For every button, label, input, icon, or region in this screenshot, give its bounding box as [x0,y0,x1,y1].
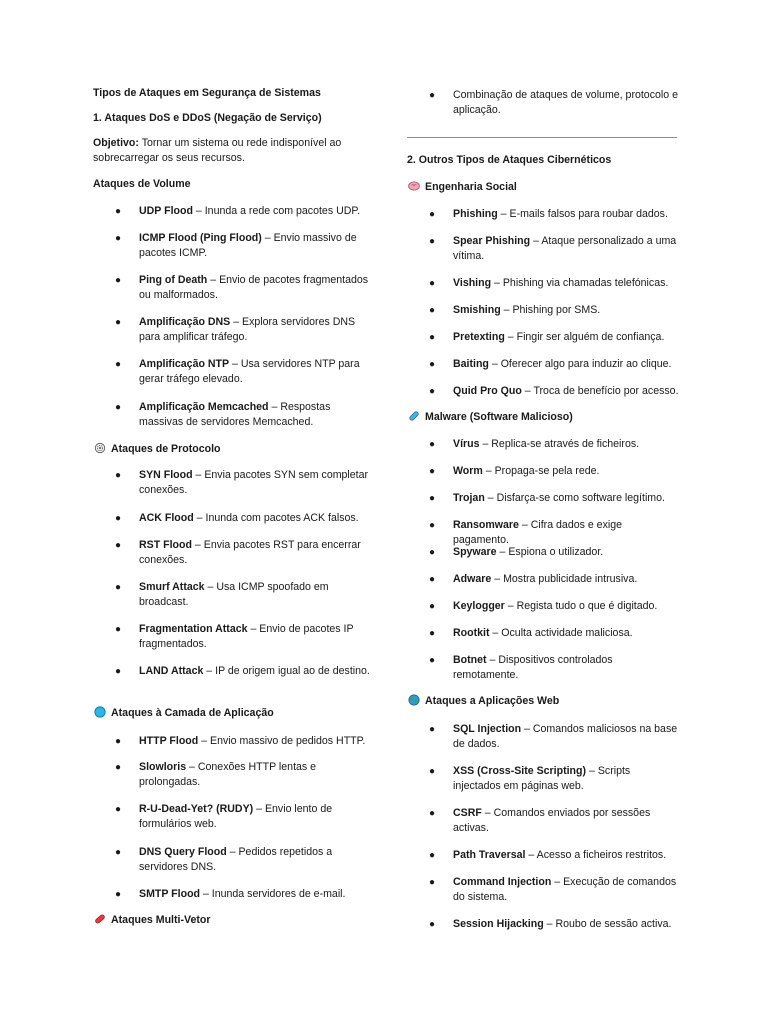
item-dash: – [504,331,517,343]
bullet: ● [115,513,122,524]
item-term: Phishing [453,208,498,220]
item-dash: – [482,465,495,477]
item-dash: – [203,665,216,677]
item-description: E-mails falsos para roubar dados. [509,208,668,220]
item-dash: – [230,316,243,328]
list-item-text [453,330,679,345]
list-item-text [139,887,373,902]
item-description: Envio massivo de pacotes ICMP. [139,232,357,259]
list-item-text [139,273,373,303]
social-heading-text: Engenharia Social [425,181,517,193]
item-term: ACK Flood [139,512,194,524]
item-term: Quid Pro Quo [453,385,522,397]
item-term: Path Traversal [453,849,526,861]
item-description: Oculta actividade maliciosa. [501,627,633,639]
item-dash: – [521,385,534,397]
item-term: Command Injection [453,876,552,888]
item-term: XSS (Cross-Site Scripting) [453,765,587,777]
bullet: ● [429,520,436,531]
item-description: Execução de comandos do sistema. [453,876,677,903]
item-dash: – [191,539,204,551]
item-dash: – [268,401,281,413]
bullet: ● [429,850,436,861]
item-dash: – [500,304,513,316]
volume-heading: Ataques de Volume [93,178,191,190]
item-term: Vishing [453,277,492,289]
list-item-text [453,806,679,836]
item-description: Inunda servidores de e-mail. [211,888,346,900]
list-item-text [139,845,373,875]
webapp-heading-text: Ataques a Aplicações Web [425,695,560,707]
item-dash: – [504,600,517,612]
item-dash: – [261,232,274,244]
list-item-text [453,653,679,683]
application-heading [93,706,274,721]
list-item-text [453,464,679,479]
item-description: Envia pacotes RST para encerrar conexões. [139,539,361,566]
bullet: ● [429,655,436,666]
item-dash: – [226,846,239,858]
brain-icon [407,180,421,192]
item-term: Botnet [453,654,487,666]
objective-paragraph [93,136,365,166]
bullet: ● [115,624,122,635]
item-description: Envio de pacotes IP fragmentados. [139,623,354,650]
earth-icon [407,694,421,706]
item-dash: – [518,519,531,531]
bullet: ● [429,919,436,930]
protocol-heading [93,442,220,457]
item-dash: – [543,918,556,930]
item-dash: – [192,205,205,217]
item-dash: – [481,807,494,819]
list-item-text [139,538,373,568]
bullet: ● [115,847,122,858]
item-term: SYN Flood [139,469,193,481]
item-dash: – [491,277,503,289]
protocol-heading-text: Ataques de Protocolo [111,443,221,455]
list-item-text [453,234,679,264]
item-term: DNS Query Flood [139,846,227,858]
bullet: ● [115,889,122,900]
bullet: ● [429,236,436,247]
item-dash: – [479,438,492,450]
item-dash: – [530,235,542,247]
item-dash: – [198,735,211,747]
item-description: Ataque personalizado a uma vítima. [453,235,677,262]
item-term: Baiting [453,358,489,370]
item-term: Ping of Death [139,274,208,286]
item-dash: – [586,765,598,777]
bullet: ● [429,439,436,450]
item-description: Disfarça-se como software legítimo. [496,492,665,504]
item-dash: – [207,274,220,286]
item-term: Spear Phishing [453,235,531,247]
item-description: Envio de pacotes fragmentados ou malformados. [139,274,369,301]
list-item-text [453,917,679,932]
list-item-text [139,511,373,526]
item-description: Envia pacotes SYN sem completar conexões. [139,469,369,496]
item-term: Smishing [453,304,501,316]
item-dash: – [247,623,260,635]
item-term: HTTP Flood [139,735,199,747]
item-term: Amplificação Memcached [139,401,269,413]
item-description: Propaga-se pela rede. [494,465,600,477]
gear-icon [93,442,107,454]
item-description: Mostra publicidade intrusiva. [503,573,638,585]
list-item-text [139,204,373,219]
bullet: ● [429,305,436,316]
bullet: ● [429,877,436,888]
item-dash: – [253,803,265,815]
item-description: Inunda a rede com pacotes UDP. [204,205,361,217]
item-description: Conexões HTTP lentas e prolongadas. [139,761,317,788]
list-item-text [453,303,679,318]
item-term: Pretexting [453,331,505,343]
bullet: ● [429,724,436,735]
list-item-text [139,802,373,832]
item-description: Replica-se através de ficheiros. [491,438,640,450]
item-description: Pedidos repetidos a servidores DNS. [139,846,333,873]
bullet: ● [429,90,436,101]
bullet: ● [429,574,436,585]
section-divider [407,137,677,138]
social-heading [407,180,517,195]
item-description: Troca de benefício por acesso. [533,385,679,397]
bullet: ● [115,762,122,773]
item-term: SMTP Flood [139,888,201,900]
item-term: Vírus [453,438,480,450]
list-item-text [453,518,679,548]
item-term: Rootkit [453,627,490,639]
section-2-title: 2. Outros Tipos de Ataques Cibernéticos [407,154,612,166]
list-item-text [453,545,679,560]
item-dash: – [551,876,564,888]
list-item-text [139,315,373,345]
item-description: Respostas massivas de servidores Memcached. [139,401,331,428]
item-term: Smurf Attack [139,581,205,593]
item-dash: – [488,358,501,370]
objective-text: Tornar um sistema ou rede indisponível ao sobrecarregar os seus recursos. [93,137,342,164]
bullet: ● [429,332,436,343]
list-item-text [139,400,373,430]
bullet: ● [429,209,436,220]
item-term: LAND Attack [139,665,204,677]
item-description: Comandos enviados por sessões activas. [453,807,651,834]
item-description: Dispositivos controlados remotamente. [453,654,613,681]
globe-icon [93,706,107,718]
bullet: ● [429,278,436,289]
bullet: ● [115,736,122,747]
item-description: Roubo de sessão activa. [555,918,672,930]
item-dash: – [204,581,217,593]
item-term: SQL Injection [453,723,522,735]
bullet: ● [429,547,436,558]
bullet: ● [429,493,436,504]
item-term: RST Flood [139,539,192,551]
item-dash: – [186,761,198,773]
item-description: Oferecer algo para induzir ao clique. [500,358,672,370]
list-item-text [139,622,373,652]
item-dash: – [229,358,241,370]
item-term: Worm [453,465,483,477]
item-dash: – [192,469,205,481]
pill-icon [93,913,107,925]
item-dash: – [491,573,504,585]
list-item-text [139,468,373,498]
item-dash: – [521,723,533,735]
item-description: Phishing via chamadas telefónicas. [502,277,669,289]
item-dash: – [486,654,499,666]
list-item-text [453,848,679,863]
bullet: ● [115,540,122,551]
item-dash: – [489,627,502,639]
capsule-icon [407,410,421,422]
bullet: ● [115,402,122,413]
list-item-text [453,572,679,587]
item-dash: – [496,546,509,558]
list-item-text [453,599,679,614]
item-term: R-U-Dead-Yet? (RUDY) [139,803,254,815]
item-term: Keylogger [453,600,505,612]
list-item-text [139,580,373,610]
bullet: ● [115,233,122,244]
bullet: ● [429,466,436,477]
item-term: Adware [453,573,492,585]
webapp-heading [407,694,559,709]
bullet: ● [115,582,122,593]
item-term: UDP Flood [139,205,193,217]
bullet: ● [429,628,436,639]
multivector-heading [93,913,210,928]
item-description: Usa ICMP spoofado em broadcast. [139,581,329,608]
item-dash: – [193,512,206,524]
item-term: Spyware [453,546,497,558]
item-description: Usa servidores NTP para gerar tráfego elevado. [139,358,360,385]
item-term: Session Hijacking [453,918,544,930]
item-description: Envio lento de formulários web. [139,803,333,830]
item-description: Cifra dados e exige pagamento. [453,519,623,546]
item-description: Scripts injectados em páginas web. [453,765,631,792]
item-term: ICMP Flood (Ping Flood) [139,232,262,244]
list-item-text [139,760,373,790]
bullet: ● [115,666,122,677]
bullet: ● [429,601,436,612]
item-description: Inunda com pacotes ACK falsos. [205,512,359,524]
bullet: ● [429,386,436,397]
bullet: ● [429,808,436,819]
list-item-text [453,626,679,641]
list-item-text: Combinação de ataques de volume, protocolo e aplicação. [453,89,678,116]
item-term: Amplificação DNS [139,316,231,328]
item-term: CSRF [453,807,482,819]
section-1-title: 1. Ataques DoS e DDoS (Negação de Serviço) [93,112,322,124]
item-dash: – [200,888,212,900]
list-item-text [139,357,373,387]
list-item-text [453,491,679,506]
item-description: Regista tudo o que é digitado. [516,600,658,612]
item-term: Trojan [453,492,485,504]
document-title: Tipos de Ataques em Segurança de Sistemas [93,87,321,99]
list-item-text [139,231,373,261]
malware-heading [407,410,573,425]
malware-heading-text: Malware (Software Malicioso) [425,411,573,423]
list-item-text [453,764,679,794]
item-description: Acesso a ficheiros restritos. [536,849,667,861]
list-item-text [139,664,373,679]
list-item-text [453,357,679,372]
application-heading-text: Ataques à Camada de Aplicação [111,707,274,719]
item-description: Envio massivo de pedidos HTTP. [210,735,366,747]
bullet: ● [115,804,122,815]
item-description: Espiona o utilizador. [508,546,604,558]
bullet: ● [115,206,122,217]
item-dash: – [525,849,537,861]
list-item-text [453,437,679,452]
list-item-text [453,722,679,752]
item-term: Ransomware [453,519,519,531]
bullet: ● [429,359,436,370]
list-item-text [453,207,679,222]
item-description: Phishing por SMS. [512,304,601,316]
objective-label: Objetivo: [93,137,139,149]
item-term: Slowloris [139,761,187,773]
list-item-text [453,875,679,905]
list-item-text [139,734,373,749]
item-description: Explora servidores DNS para amplificar tráfego. [139,316,356,343]
bullet: ● [115,275,122,286]
item-term: Amplificação NTP [139,358,230,370]
item-description: Comandos maliciosos na base de dados. [453,723,678,750]
item-term: Fragmentation Attack [139,623,248,635]
bullet: ● [115,470,122,481]
bullet: ● [429,766,436,777]
item-description: IP de origem igual ao de destino. [215,665,370,677]
multivector-heading-text: Ataques Multi-Vetor [111,914,211,926]
bullet: ● [115,359,122,370]
list-item-text [453,384,679,399]
bullet: ● [115,317,122,328]
item-dash: – [497,208,510,220]
list-item-text [453,276,679,291]
item-description: Fingir ser alguém de confiança. [516,331,665,343]
item-dash: – [484,492,497,504]
